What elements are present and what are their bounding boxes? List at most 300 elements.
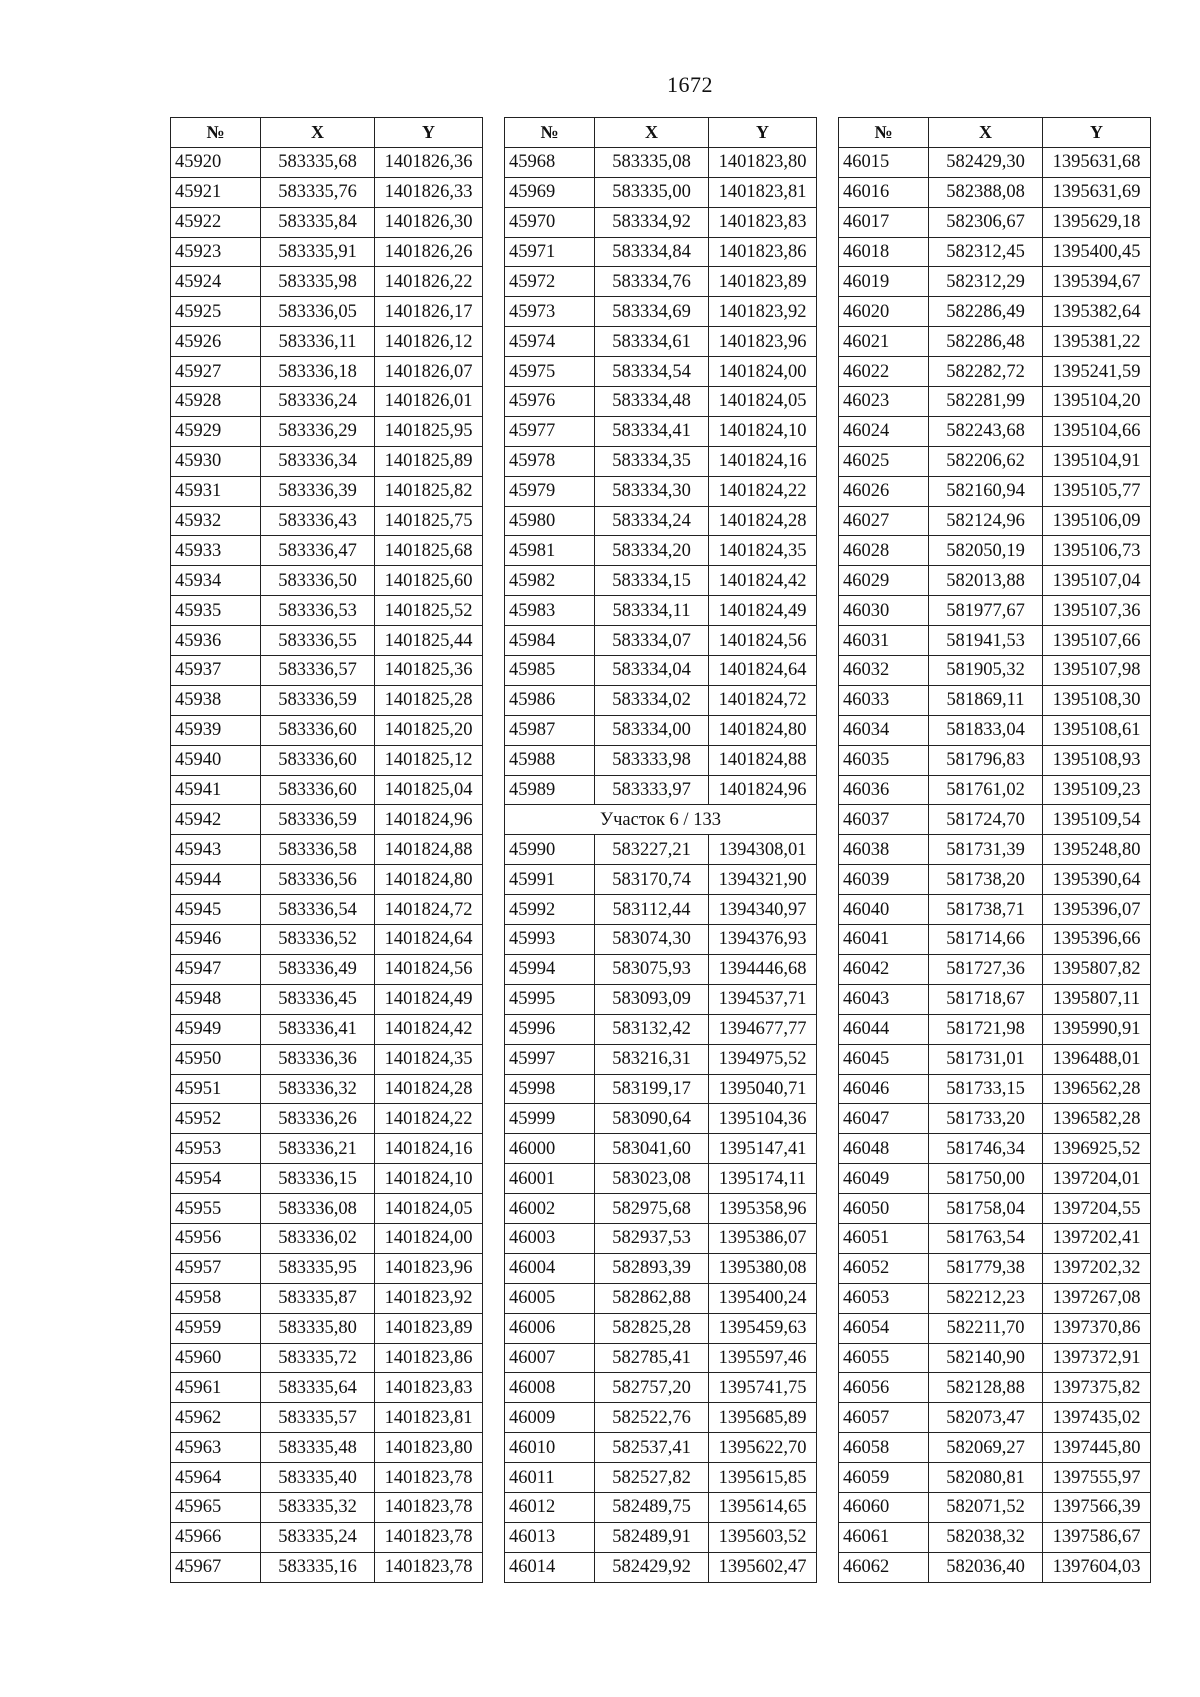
y-coordinate: 1401825,68 xyxy=(375,536,483,566)
table-row xyxy=(505,327,817,357)
point-number: 45972 xyxy=(505,267,595,297)
table-row xyxy=(839,656,1151,686)
point-number: 46031 xyxy=(839,626,929,656)
point-number: 45920 xyxy=(171,147,261,177)
table-row xyxy=(171,1283,483,1313)
x-coordinate: 583075,93 xyxy=(595,954,709,984)
x-coordinate: 582206,62 xyxy=(929,446,1043,476)
table-row xyxy=(839,1014,1151,1044)
y-coordinate: 1395807,11 xyxy=(1043,984,1151,1014)
y-coordinate: 1395603,52 xyxy=(709,1522,817,1552)
point-number: 46037 xyxy=(839,805,929,835)
y-coordinate: 1401824,56 xyxy=(709,626,817,656)
x-coordinate: 582140,90 xyxy=(929,1343,1043,1373)
table-row xyxy=(505,685,817,715)
point-number: 45968 xyxy=(505,147,595,177)
x-coordinate: 582069,27 xyxy=(929,1433,1043,1463)
x-coordinate: 583334,92 xyxy=(595,207,709,237)
header-x: X xyxy=(929,118,1043,148)
x-coordinate: 582281,99 xyxy=(929,387,1043,417)
x-coordinate: 583023,08 xyxy=(595,1164,709,1194)
x-coordinate: 582128,88 xyxy=(929,1373,1043,1403)
y-coordinate: 1401824,88 xyxy=(375,835,483,865)
table-row xyxy=(505,1134,817,1164)
point-number: 45952 xyxy=(171,1104,261,1134)
table-row xyxy=(505,1343,817,1373)
table-row xyxy=(839,327,1151,357)
y-coordinate: 1395631,69 xyxy=(1043,177,1151,207)
point-number: 45987 xyxy=(505,715,595,745)
y-coordinate: 1395106,73 xyxy=(1043,536,1151,566)
x-coordinate: 583335,68 xyxy=(261,147,375,177)
point-number: 45988 xyxy=(505,745,595,775)
y-coordinate: 1397202,41 xyxy=(1043,1223,1151,1253)
x-coordinate: 582429,30 xyxy=(929,147,1043,177)
point-number: 45984 xyxy=(505,626,595,656)
point-number: 45926 xyxy=(171,327,261,357)
x-coordinate: 583336,50 xyxy=(261,566,375,596)
point-number: 45941 xyxy=(171,775,261,805)
y-coordinate: 1401823,83 xyxy=(375,1373,483,1403)
point-number: 45970 xyxy=(505,207,595,237)
y-coordinate: 1401825,52 xyxy=(375,596,483,626)
table-row xyxy=(505,626,817,656)
y-coordinate: 1395396,07 xyxy=(1043,895,1151,925)
y-coordinate: 1395597,46 xyxy=(709,1343,817,1373)
y-coordinate: 1401824,72 xyxy=(709,685,817,715)
x-coordinate: 583336,39 xyxy=(261,476,375,506)
table-row xyxy=(839,1492,1151,1522)
point-number: 46005 xyxy=(505,1283,595,1313)
point-number: 45948 xyxy=(171,984,261,1014)
point-number: 45981 xyxy=(505,536,595,566)
point-number: 46007 xyxy=(505,1343,595,1373)
table-row xyxy=(839,1283,1151,1313)
y-coordinate: 1397370,86 xyxy=(1043,1313,1151,1343)
table-row xyxy=(505,387,817,417)
table-row xyxy=(505,865,817,895)
header-x: X xyxy=(595,118,709,148)
x-coordinate: 583335,84 xyxy=(261,207,375,237)
x-coordinate: 583335,32 xyxy=(261,1492,375,1522)
y-coordinate: 1395104,66 xyxy=(1043,416,1151,446)
y-coordinate: 1397375,82 xyxy=(1043,1373,1151,1403)
y-coordinate: 1395615,85 xyxy=(709,1463,817,1493)
x-coordinate: 583336,45 xyxy=(261,984,375,1014)
table-row xyxy=(505,1522,817,1552)
table-row xyxy=(171,954,483,984)
x-coordinate: 583093,09 xyxy=(595,984,709,1014)
table-row xyxy=(505,1403,817,1433)
table-row xyxy=(171,1134,483,1164)
x-coordinate: 582282,72 xyxy=(929,357,1043,387)
table-row xyxy=(171,984,483,1014)
y-coordinate: 1401824,22 xyxy=(375,1104,483,1134)
y-coordinate: 1395104,36 xyxy=(709,1104,817,1134)
table-row xyxy=(171,1403,483,1433)
x-coordinate: 583335,98 xyxy=(261,267,375,297)
x-coordinate: 583334,30 xyxy=(595,476,709,506)
x-coordinate: 583132,42 xyxy=(595,1014,709,1044)
table-row xyxy=(505,1223,817,1253)
x-coordinate: 582306,67 xyxy=(929,207,1043,237)
y-coordinate: 1401824,00 xyxy=(709,357,817,387)
x-coordinate: 583336,02 xyxy=(261,1223,375,1253)
table-row xyxy=(171,775,483,805)
point-number: 46000 xyxy=(505,1134,595,1164)
y-coordinate: 1395396,66 xyxy=(1043,925,1151,955)
table-row xyxy=(171,177,483,207)
x-coordinate: 583334,02 xyxy=(595,685,709,715)
table-row xyxy=(171,1313,483,1343)
y-coordinate: 1395602,47 xyxy=(709,1552,817,1582)
header-number: № xyxy=(839,118,929,148)
point-number: 45922 xyxy=(171,207,261,237)
x-coordinate: 581779,38 xyxy=(929,1253,1043,1283)
y-coordinate: 1395990,91 xyxy=(1043,1014,1151,1044)
table-row xyxy=(505,596,817,626)
point-number: 45936 xyxy=(171,626,261,656)
table-row xyxy=(171,1433,483,1463)
x-coordinate: 581731,01 xyxy=(929,1044,1043,1074)
y-coordinate: 1395394,67 xyxy=(1043,267,1151,297)
point-number: 45930 xyxy=(171,446,261,476)
table-row xyxy=(505,416,817,446)
table-row xyxy=(839,1194,1151,1224)
table-row xyxy=(171,1552,483,1582)
y-coordinate: 1395741,75 xyxy=(709,1373,817,1403)
y-coordinate: 1401823,92 xyxy=(709,297,817,327)
y-coordinate: 1397445,80 xyxy=(1043,1433,1151,1463)
x-coordinate: 581738,20 xyxy=(929,865,1043,895)
y-coordinate: 1397604,03 xyxy=(1043,1552,1151,1582)
y-coordinate: 1401824,22 xyxy=(709,476,817,506)
table-row xyxy=(839,446,1151,476)
table-row xyxy=(839,416,1151,446)
point-number: 45973 xyxy=(505,297,595,327)
point-number: 45932 xyxy=(171,506,261,536)
table-row xyxy=(171,1164,483,1194)
table-row xyxy=(839,506,1151,536)
y-coordinate: 1395106,09 xyxy=(1043,506,1151,536)
x-coordinate: 583335,57 xyxy=(261,1403,375,1433)
x-coordinate: 583335,76 xyxy=(261,177,375,207)
table-row xyxy=(171,446,483,476)
y-coordinate: 1401823,86 xyxy=(709,237,817,267)
point-number: 46054 xyxy=(839,1313,929,1343)
y-coordinate: 1401824,05 xyxy=(375,1194,483,1224)
point-number: 45963 xyxy=(171,1433,261,1463)
y-coordinate: 1395622,70 xyxy=(709,1433,817,1463)
table-row xyxy=(839,566,1151,596)
x-coordinate: 582527,82 xyxy=(595,1463,709,1493)
point-number: 45940 xyxy=(171,745,261,775)
point-number: 46043 xyxy=(839,984,929,1014)
y-coordinate: 1395040,71 xyxy=(709,1074,817,1104)
table-row xyxy=(839,984,1151,1014)
table-row xyxy=(505,1074,817,1104)
table-row xyxy=(505,775,817,805)
point-number: 45953 xyxy=(171,1134,261,1164)
x-coordinate: 581727,36 xyxy=(929,954,1043,984)
x-coordinate: 582975,68 xyxy=(595,1194,709,1224)
table-row xyxy=(839,1164,1151,1194)
table-row xyxy=(839,805,1151,835)
x-coordinate: 582312,29 xyxy=(929,267,1043,297)
point-number: 45965 xyxy=(171,1492,261,1522)
y-coordinate: 1401826,30 xyxy=(375,207,483,237)
point-number: 45931 xyxy=(171,476,261,506)
point-number: 45958 xyxy=(171,1283,261,1313)
y-coordinate: 1395104,91 xyxy=(1043,446,1151,476)
table-row xyxy=(839,626,1151,656)
header-number: № xyxy=(171,118,261,148)
y-coordinate: 1395685,89 xyxy=(709,1403,817,1433)
table-row xyxy=(839,685,1151,715)
point-number: 45927 xyxy=(171,357,261,387)
point-number: 46039 xyxy=(839,865,929,895)
table-row xyxy=(505,1283,817,1313)
point-number: 46052 xyxy=(839,1253,929,1283)
y-coordinate: 1401826,01 xyxy=(375,387,483,417)
table-row xyxy=(839,1433,1151,1463)
table-row xyxy=(505,1313,817,1343)
y-coordinate: 1401824,80 xyxy=(375,865,483,895)
point-number: 46009 xyxy=(505,1403,595,1433)
point-number: 46002 xyxy=(505,1194,595,1224)
y-coordinate: 1395109,23 xyxy=(1043,775,1151,805)
point-number: 46060 xyxy=(839,1492,929,1522)
y-coordinate: 1401823,86 xyxy=(375,1343,483,1373)
coordinates-table-3 xyxy=(838,117,1151,1583)
x-coordinate: 582013,88 xyxy=(929,566,1043,596)
x-coordinate: 582312,45 xyxy=(929,237,1043,267)
x-coordinate: 582036,40 xyxy=(929,1552,1043,1582)
table-row xyxy=(171,1223,483,1253)
table-row xyxy=(171,1074,483,1104)
table-row xyxy=(171,1522,483,1552)
x-coordinate: 582489,75 xyxy=(595,1492,709,1522)
y-coordinate: 1397267,08 xyxy=(1043,1283,1151,1313)
y-coordinate: 1395248,80 xyxy=(1043,835,1151,865)
x-coordinate: 582211,70 xyxy=(929,1313,1043,1343)
point-number: 45937 xyxy=(171,656,261,686)
point-number: 45960 xyxy=(171,1343,261,1373)
y-coordinate: 1397435,02 xyxy=(1043,1403,1151,1433)
point-number: 46046 xyxy=(839,1074,929,1104)
y-coordinate: 1395631,68 xyxy=(1043,147,1151,177)
table-row xyxy=(171,1014,483,1044)
table-row xyxy=(505,895,817,925)
header-y: Y xyxy=(1043,118,1151,148)
table-row xyxy=(171,865,483,895)
y-coordinate: 1395108,61 xyxy=(1043,715,1151,745)
y-coordinate: 1395107,04 xyxy=(1043,566,1151,596)
x-coordinate: 582038,32 xyxy=(929,1522,1043,1552)
table-row xyxy=(171,1104,483,1134)
point-number: 45921 xyxy=(171,177,261,207)
table-row xyxy=(171,506,483,536)
y-coordinate: 1401824,80 xyxy=(709,715,817,745)
y-coordinate: 1401825,44 xyxy=(375,626,483,656)
x-coordinate: 583334,48 xyxy=(595,387,709,417)
header-y: Y xyxy=(709,118,817,148)
table-row xyxy=(839,267,1151,297)
table-row xyxy=(839,536,1151,566)
y-coordinate: 1395174,11 xyxy=(709,1164,817,1194)
point-number: 46017 xyxy=(839,207,929,237)
x-coordinate: 583336,29 xyxy=(261,416,375,446)
x-coordinate: 583333,97 xyxy=(595,775,709,805)
point-number: 45994 xyxy=(505,954,595,984)
table-row xyxy=(171,476,483,506)
point-number: 46013 xyxy=(505,1522,595,1552)
x-coordinate: 583334,20 xyxy=(595,536,709,566)
point-number: 45956 xyxy=(171,1223,261,1253)
point-number: 45951 xyxy=(171,1074,261,1104)
point-number: 46030 xyxy=(839,596,929,626)
point-number: 45962 xyxy=(171,1403,261,1433)
table-row xyxy=(171,536,483,566)
y-coordinate: 1395108,93 xyxy=(1043,745,1151,775)
table-row xyxy=(171,416,483,446)
point-number: 45935 xyxy=(171,596,261,626)
table-row xyxy=(839,357,1151,387)
x-coordinate: 583336,58 xyxy=(261,835,375,865)
y-coordinate: 1401826,17 xyxy=(375,297,483,327)
x-coordinate: 583335,16 xyxy=(261,1552,375,1582)
point-number: 45955 xyxy=(171,1194,261,1224)
point-number: 45976 xyxy=(505,387,595,417)
point-number: 46036 xyxy=(839,775,929,805)
x-coordinate: 583335,91 xyxy=(261,237,375,267)
y-coordinate: 1394537,71 xyxy=(709,984,817,1014)
x-coordinate: 583333,98 xyxy=(595,745,709,775)
point-number: 46001 xyxy=(505,1164,595,1194)
table-header-row xyxy=(505,118,817,148)
y-coordinate: 1397566,39 xyxy=(1043,1492,1151,1522)
coordinates-table-2 xyxy=(504,117,817,1583)
y-coordinate: 1401825,95 xyxy=(375,416,483,446)
table-row xyxy=(839,1373,1151,1403)
table-row xyxy=(171,147,483,177)
coordinates-table-1 xyxy=(170,117,483,1583)
table-row xyxy=(505,1164,817,1194)
y-coordinate: 1401826,36 xyxy=(375,147,483,177)
table-header-row xyxy=(171,118,483,148)
y-coordinate: 1395109,54 xyxy=(1043,805,1151,835)
x-coordinate: 583336,60 xyxy=(261,745,375,775)
point-number: 45967 xyxy=(171,1552,261,1582)
y-coordinate: 1401823,78 xyxy=(375,1552,483,1582)
table-row xyxy=(505,207,817,237)
table-row xyxy=(839,1552,1151,1582)
table-row xyxy=(839,207,1151,237)
x-coordinate: 583336,52 xyxy=(261,925,375,955)
y-coordinate: 1395382,64 xyxy=(1043,297,1151,327)
point-number: 45983 xyxy=(505,596,595,626)
point-number: 46028 xyxy=(839,536,929,566)
table-row xyxy=(839,1403,1151,1433)
table-row xyxy=(505,745,817,775)
y-coordinate: 1395386,07 xyxy=(709,1223,817,1253)
table-row xyxy=(839,745,1151,775)
point-number: 46047 xyxy=(839,1104,929,1134)
table-row xyxy=(505,267,817,297)
x-coordinate: 583334,41 xyxy=(595,416,709,446)
table-row xyxy=(171,1463,483,1493)
point-number: 45944 xyxy=(171,865,261,895)
y-coordinate: 1395381,22 xyxy=(1043,327,1151,357)
table-row xyxy=(505,925,817,955)
x-coordinate: 582286,48 xyxy=(929,327,1043,357)
table-row xyxy=(839,1313,1151,1343)
point-number: 46010 xyxy=(505,1433,595,1463)
x-coordinate: 583335,95 xyxy=(261,1253,375,1283)
x-coordinate: 583334,35 xyxy=(595,446,709,476)
header-x: X xyxy=(261,118,375,148)
y-coordinate: 1401826,33 xyxy=(375,177,483,207)
x-coordinate: 583336,32 xyxy=(261,1074,375,1104)
point-number: 46008 xyxy=(505,1373,595,1403)
section-row xyxy=(505,805,817,835)
point-number: 45971 xyxy=(505,237,595,267)
point-number: 46044 xyxy=(839,1014,929,1044)
y-coordinate: 1397204,01 xyxy=(1043,1164,1151,1194)
x-coordinate: 583336,21 xyxy=(261,1134,375,1164)
point-number: 46061 xyxy=(839,1522,929,1552)
x-coordinate: 582124,96 xyxy=(929,506,1043,536)
x-coordinate: 582212,23 xyxy=(929,1283,1043,1313)
y-coordinate: 1401824,42 xyxy=(709,566,817,596)
section-label: Участок 6 / 133 xyxy=(505,805,817,835)
point-number: 46051 xyxy=(839,1223,929,1253)
x-coordinate: 582073,47 xyxy=(929,1403,1043,1433)
x-coordinate: 581746,34 xyxy=(929,1134,1043,1164)
table-row xyxy=(839,1223,1151,1253)
point-number: 45950 xyxy=(171,1044,261,1074)
x-coordinate: 583334,61 xyxy=(595,327,709,357)
y-coordinate: 1401824,28 xyxy=(709,506,817,536)
table-row xyxy=(171,895,483,925)
y-coordinate: 1401824,10 xyxy=(375,1164,483,1194)
table-row xyxy=(171,1044,483,1074)
y-coordinate: 1394677,77 xyxy=(709,1014,817,1044)
x-coordinate: 581721,98 xyxy=(929,1014,1043,1044)
point-number: 45993 xyxy=(505,925,595,955)
point-number: 46006 xyxy=(505,1313,595,1343)
x-coordinate: 582825,28 xyxy=(595,1313,709,1343)
x-coordinate: 583334,15 xyxy=(595,566,709,596)
point-number: 45999 xyxy=(505,1104,595,1134)
x-coordinate: 583336,60 xyxy=(261,715,375,745)
point-number: 46012 xyxy=(505,1492,595,1522)
x-coordinate: 582286,49 xyxy=(929,297,1043,327)
x-coordinate: 583335,80 xyxy=(261,1313,375,1343)
y-coordinate: 1401824,64 xyxy=(709,656,817,686)
y-coordinate: 1401826,26 xyxy=(375,237,483,267)
y-coordinate: 1401823,96 xyxy=(375,1253,483,1283)
y-coordinate: 1394340,97 xyxy=(709,895,817,925)
x-coordinate: 581733,15 xyxy=(929,1074,1043,1104)
x-coordinate: 583074,30 xyxy=(595,925,709,955)
x-coordinate: 581724,70 xyxy=(929,805,1043,835)
point-number: 45997 xyxy=(505,1044,595,1074)
y-coordinate: 1401825,28 xyxy=(375,685,483,715)
x-coordinate: 581718,67 xyxy=(929,984,1043,1014)
x-coordinate: 583216,31 xyxy=(595,1044,709,1074)
y-coordinate: 1394321,90 xyxy=(709,865,817,895)
